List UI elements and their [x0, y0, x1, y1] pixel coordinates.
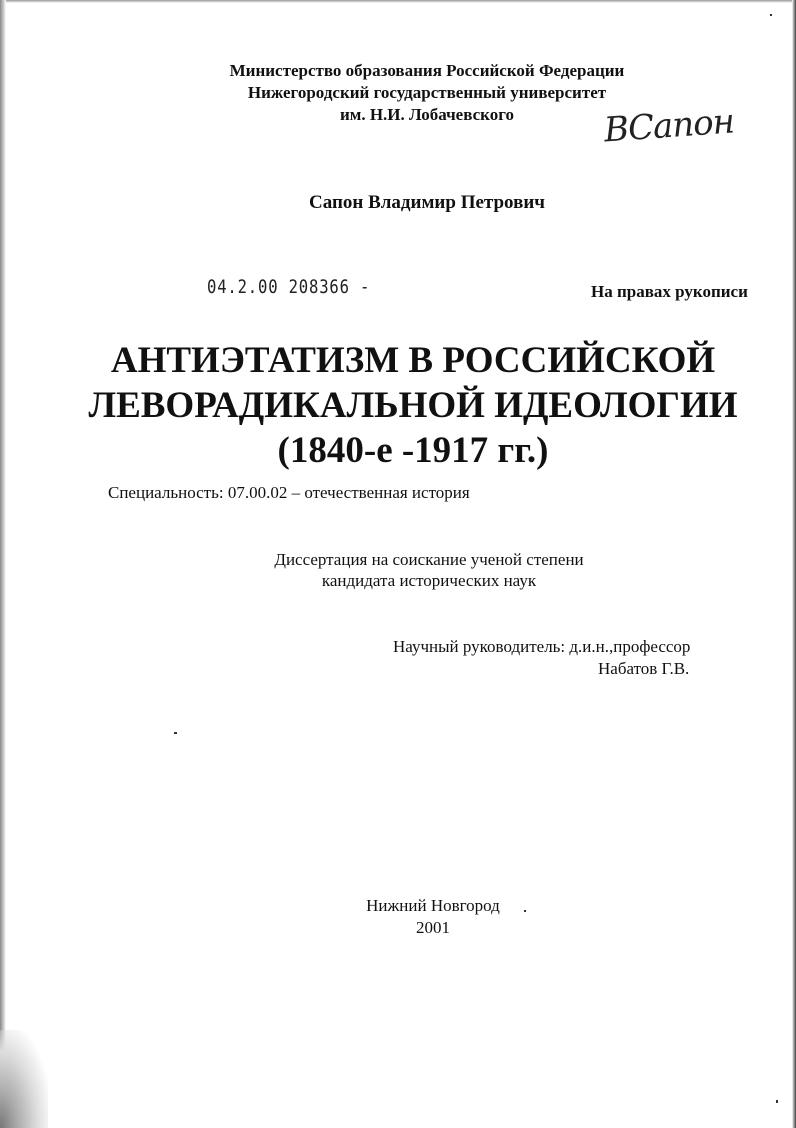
title-line-2: ЛЕВОРАДИКАЛЬНОЙ ИДЕОЛОГИИ: [88, 385, 738, 426]
library-stamp-number: 04.2.00 208366 -: [207, 276, 371, 298]
university-line: Нижегородский государственный университет: [247, 83, 607, 102]
manuscript-rights-note: На правах рукописи: [591, 282, 748, 301]
scan-speck: [770, 14, 772, 16]
handwritten-signature: ВСапон: [602, 101, 736, 151]
scan-edge-top: [0, 0, 796, 3]
speciality-line: Специальность: 07.00.02 – отечественная история: [108, 483, 470, 502]
author-name: Сапон Владимир Петрович: [308, 192, 545, 213]
city: Нижний Новгород: [366, 896, 500, 915]
supervisor-name: Набатов Г.В.: [598, 659, 690, 678]
scan-speck: [174, 732, 177, 734]
scan-speck: [776, 1100, 778, 1103]
supervisor-title: Научный руководитель: д.и.н.,профессор: [393, 637, 691, 656]
degree-line-1: Диссертация на соискание ученой степени: [274, 550, 584, 569]
degree-line-2: кандидата исторических наук: [321, 571, 537, 590]
title-line-1: АНТИЭТАТИЗМ В РОССИЙСКОЙ: [110, 340, 716, 381]
dissertation-title: [0, 338, 796, 473]
place-and-year: [0, 895, 796, 939]
supervisor-block: [393, 636, 690, 680]
title-line-3: (1840-е -1917 гг.): [277, 430, 549, 471]
year: 2001: [416, 918, 450, 937]
named-after-line: им. Н.И. Лобачевского: [339, 105, 515, 124]
ministry-line: Министерство образования Российской Федерации: [229, 61, 625, 80]
degree-statement: [0, 549, 796, 591]
scan-shadow-bottom-left: [0, 1030, 48, 1128]
